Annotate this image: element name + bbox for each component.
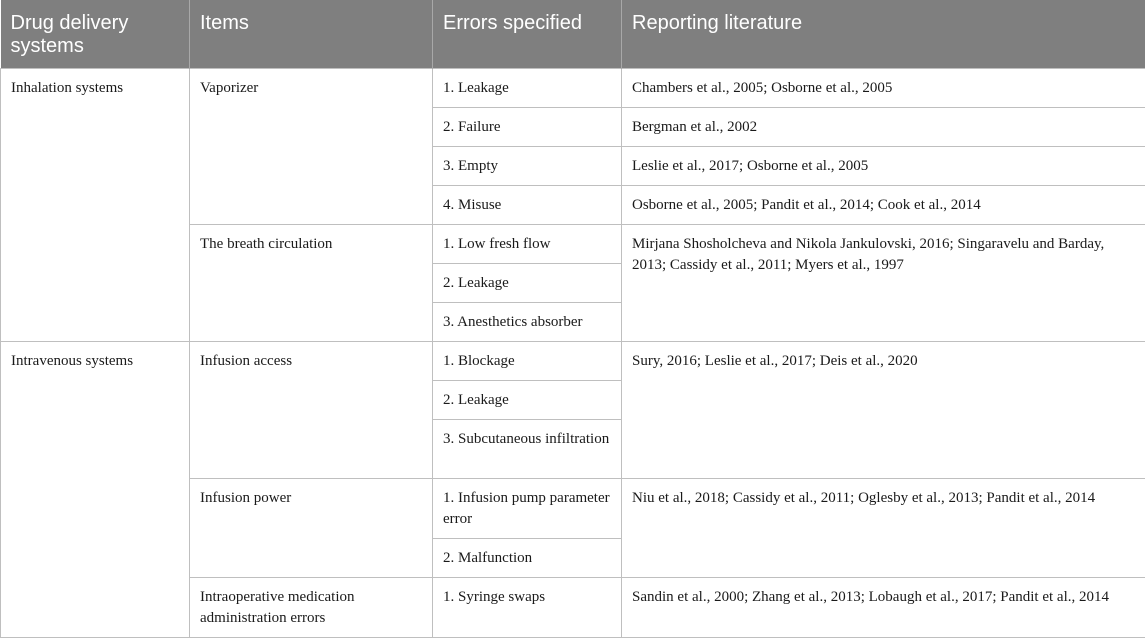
item-cell: Infusion access <box>190 342 433 479</box>
error-cell: 1. Low fresh flow <box>433 225 622 264</box>
item-cell: Infusion power <box>190 479 433 578</box>
literature-cell: Bergman et al., 2002 <box>622 108 1145 147</box>
literature-cell: Osborne et al., 2005; Pandit et al., 2014; Cook et al., 2014 <box>622 186 1145 225</box>
literature-cell: Leslie et al., 2017; Osborne et al., 2005 <box>622 147 1145 186</box>
header-reporting-literature: Reporting literature <box>622 0 1145 69</box>
error-cell: 3. Anesthetics absorber <box>433 303 622 342</box>
error-cell: 1. Syringe swaps <box>433 578 622 638</box>
error-cell: 2. Malfunction <box>433 539 622 578</box>
table-row <box>1 69 1145 108</box>
literature-cell: Sandin et al., 2000; Zhang et al., 2013; Lobaugh et al., 2017; Pandit et al., 2014 <box>622 578 1145 638</box>
error-cell: 2. Leakage <box>433 264 622 303</box>
item-cell: Intraoperative medication administration errors <box>190 578 433 638</box>
table-header <box>1 0 1145 69</box>
error-cell: 2. Failure <box>433 108 622 147</box>
error-cell: 1. Blockage <box>433 342 622 381</box>
item-cell: Vaporizer <box>190 69 433 225</box>
header-items: Items <box>190 0 433 69</box>
literature-cell: Niu et al., 2018; Cassidy et al., 2011; Oglesby et al., 2013; Pandit et al., 2014 <box>622 479 1145 578</box>
literature-cell: Mirjana Shosholcheva and Nikola Jankulovski, 2016; Singaravelu and Barday, 2013; Cassidy et al., 2011; Myers et al., 1997 <box>622 225 1145 342</box>
error-cell: 3. Subcutaneous infiltration <box>433 420 622 479</box>
error-cell: 4. Misuse <box>433 186 622 225</box>
literature-cell: Sury, 2016; Leslie et al., 2017; Deis et al., 2020 <box>622 342 1145 479</box>
table-body <box>1 69 1145 638</box>
error-cell: 1. Leakage <box>433 69 622 108</box>
item-cell: The breath circulation <box>190 225 433 342</box>
header-drug-delivery-systems: Drug delivery systems <box>1 0 190 69</box>
table-row <box>1 342 1145 381</box>
error-cell: 2. Leakage <box>433 381 622 420</box>
header-row <box>1 0 1145 69</box>
literature-cell: Chambers et al., 2005; Osborne et al., 2005 <box>622 69 1145 108</box>
header-errors-specified: Errors specified <box>433 0 622 69</box>
error-cell: 1. Infusion pump parameter error <box>433 479 622 539</box>
system-cell: Intravenous systems <box>1 342 190 638</box>
system-cell: Inhalation systems <box>1 69 190 342</box>
error-cell: 3. Empty <box>433 147 622 186</box>
